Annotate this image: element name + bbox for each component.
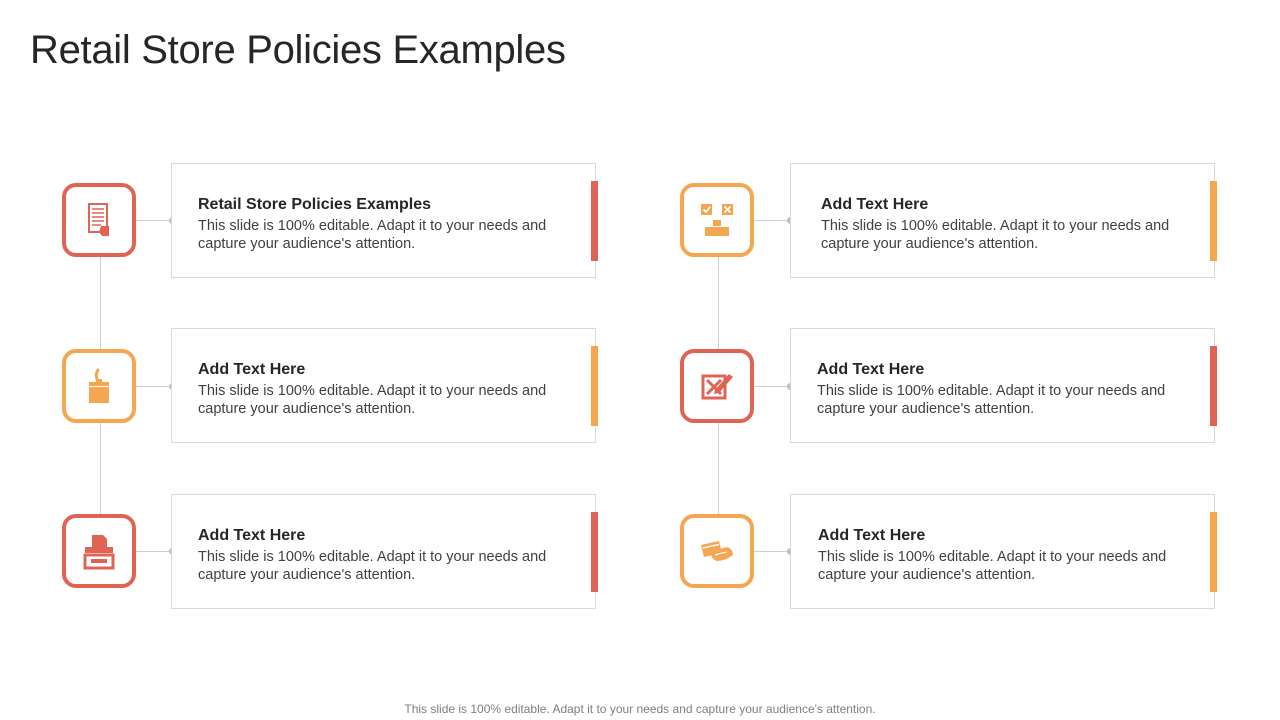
card-body: This slide is 100% editable. Adapt it to your needs and capture your audience's attention. xyxy=(821,218,1170,252)
policy-card xyxy=(171,163,596,278)
connector xyxy=(136,220,172,221)
card-accent xyxy=(591,512,598,592)
card-title: Retail Store Policies Examples xyxy=(198,196,431,213)
card-body: This slide is 100% editable. Adapt it to your needs and capture your audience's attention. xyxy=(198,218,547,252)
card-body: This slide is 100% editable. Adapt it to your needs and capture your audience's attention. xyxy=(818,549,1167,583)
checklist-pencil-icon xyxy=(697,366,737,406)
icon-frame xyxy=(680,183,754,257)
policy-card xyxy=(171,494,596,609)
icon-frame xyxy=(62,514,136,588)
card-body: This slide is 100% editable. Adapt it to your needs and capture your audience's attention. xyxy=(198,383,547,417)
card-title: Add Text Here xyxy=(821,196,929,213)
footer-note: This slide is 100% editable. Adapt it to your needs and capture your audience's attention. xyxy=(404,702,876,716)
connector xyxy=(754,220,790,221)
connector xyxy=(136,551,172,552)
page-title: Retail Store Policies Examples xyxy=(30,28,566,72)
icon-frame xyxy=(62,349,136,423)
receipt-hand-icon xyxy=(79,200,119,240)
connector xyxy=(754,551,790,552)
checkbox-tray-icon xyxy=(697,200,737,240)
connector xyxy=(754,386,790,387)
card-title: Add Text Here xyxy=(198,361,306,378)
card-accent xyxy=(1210,346,1217,426)
connector xyxy=(136,386,172,387)
policy-card xyxy=(171,328,596,443)
policy-card xyxy=(790,163,1215,278)
printer-icon xyxy=(79,531,119,571)
card-accent xyxy=(591,346,598,426)
ballot-box-icon xyxy=(79,366,119,406)
icon-frame xyxy=(680,514,754,588)
icon-frame xyxy=(62,183,136,257)
card-payment-hand-icon xyxy=(697,531,737,571)
card-title: Add Text Here xyxy=(198,527,306,544)
card-accent xyxy=(591,181,598,261)
card-title: Add Text Here xyxy=(817,361,925,378)
policy-card xyxy=(790,328,1215,443)
policy-card xyxy=(790,494,1215,609)
card-accent xyxy=(1210,181,1217,261)
card-body: This slide is 100% editable. Adapt it to your needs and capture your audience's attention. xyxy=(198,549,547,583)
icon-frame xyxy=(680,349,754,423)
card-title: Add Text Here xyxy=(818,527,926,544)
card-accent xyxy=(1210,512,1217,592)
card-body: This slide is 100% editable. Adapt it to your needs and capture your audience's attention. xyxy=(817,383,1166,417)
